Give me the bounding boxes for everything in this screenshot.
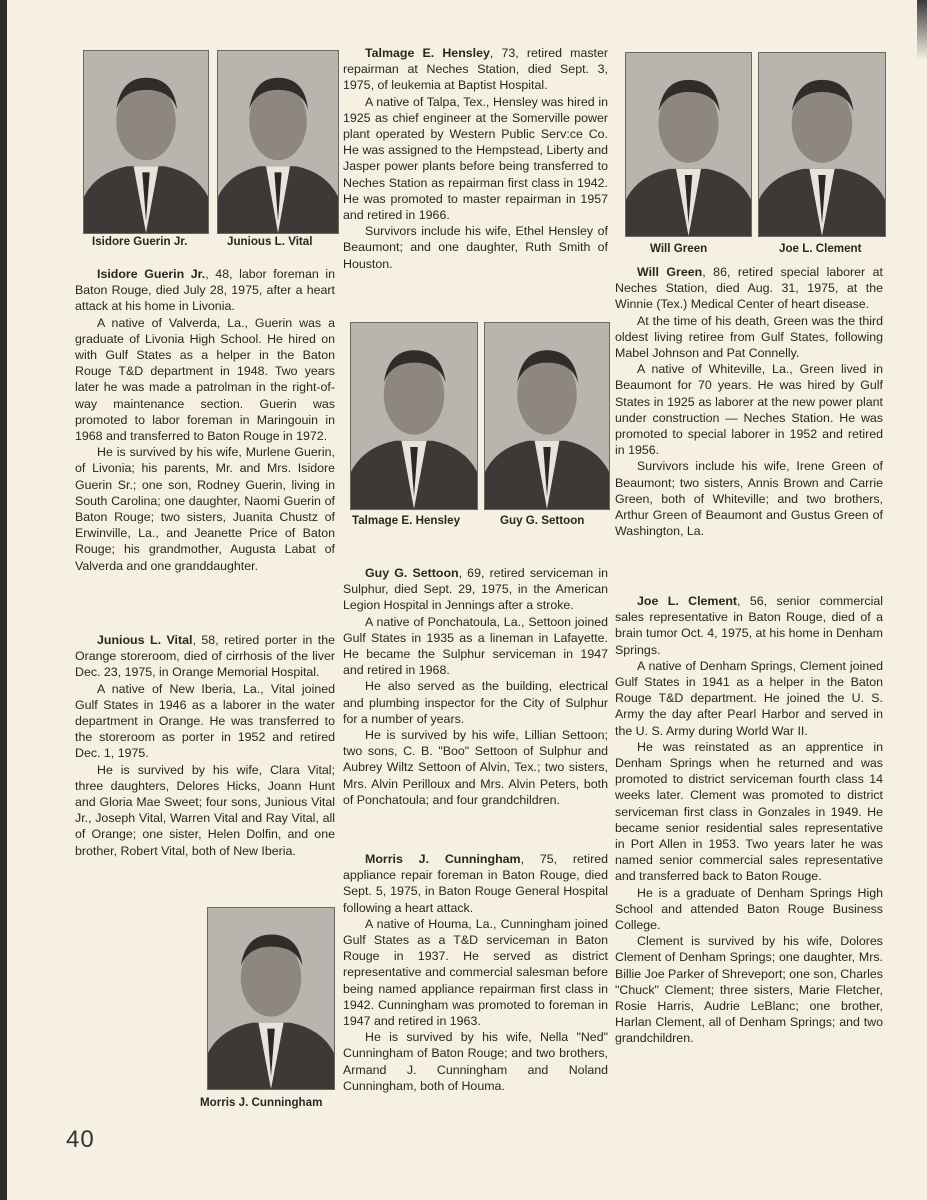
- photo-settoon: [484, 322, 610, 510]
- name: Will Green: [637, 265, 703, 279]
- photo-cunningham: [207, 907, 335, 1090]
- article-clement: Joe L. Clement, 56, senior commercial sales representative in Baton Rouge, died of a brain tumor Oct. 4, 1975, at his home in Denham Springs. A native of Denham Springs, Clement joined Gulf States in 1941 as a helper in the Baton Rouge T&D department. He joined the U. S. Army the day after Pearl Harbor and served in the U. S. Army during World War II. He was reinstated as an apprentice in Denham Springs when he returned and was promoted to district serviceman fourth class 14 weeks later. Clement was promoted to district serviceman first class in Gonzales in 1949. He became senior residential sales representative in Port Allen in 1953. Two years later he was named senior commercial sales representative and transferred back to Baton Rouge. He is a graduate of Denham Springs High School and attended Baton Rouge Business College. Clement is survived by his wife, Dolores Clement of Denham Springs; one daughter, Mrs. Billie Joe Parker of Shreveport; one son, Charles "Chuck" Clement; three sisters, Marie Fletcher, Rosie Harris, Audrie LeBlanc; one brother, Harlan Clement, all of Denham Springs; and two grandchildren.: [615, 594, 883, 1046]
- article-cunningham: Morris J. Cunningham, 75, retired appliance repair foreman in Baton Rouge, died Sept. 5, 1975, in Baton Rouge General Hospital following a heart attack. A native of Houma, La., Cunningham joined Gulf States as a T&D serviceman in Baton Rouge in 1937. He served as district representative and commercial salesman before being named appliance repairman first class in 1942. Cunningham was promoted to foreman in 1947 and retired in 1963. He is survived by his wife, Nella "Ned" Cunningham of Baton Rouge; and two brothers, Armand J. Cunningham and Noland Cunningham, both of Houma.: [343, 852, 608, 1093]
- name: Joe L. Clement: [637, 594, 738, 608]
- caption-green: Will Green: [650, 242, 708, 255]
- caption-settoon: Guy G. Settoon: [500, 514, 585, 527]
- caption-clement: Joe L. Clement: [779, 242, 862, 255]
- portrait-silhouette-icon: [485, 323, 609, 509]
- caption-vital: Junious L. Vital: [227, 235, 313, 248]
- scan-edge-left: [0, 0, 7, 1200]
- name: Guy G. Settoon: [365, 566, 459, 580]
- article-vital: Junious L. Vital, 58, retired porter in the Orange storeroom, died of cirrhosis of the liver Dec. 23, 1975, in Orange Memorial Hospital. A native of New Iberia, La., Vital joined Gulf States in 1946 as a laborer in the water department in Orange. He was transferred to the storeroom as porter in 1952 and retired Dec. 1, 1975. He is survived by his wife, Clara Vital; three daughters, Delores Hicks, Joann Hunt and Gloria Mae Sweet; four sons, Junious Vital Jr., Joseph Vital, Warren Vital and Ray Vital, all of Orange; one sister, Helen Dolfin, and one brother, Robert Vital, both of New Iberia.: [75, 633, 335, 858]
- portrait-silhouette-icon: [84, 51, 208, 233]
- photo-green: [625, 52, 752, 237]
- photo-clement: [758, 52, 886, 237]
- portrait-silhouette-icon: [208, 908, 334, 1089]
- article-green: Will Green, 86, retired special laborer at Neches Station, died Aug. 31, 1975, at the Winnie (Tex.) Medical Center of heart disease. At the time of his death, Green was the third oldest living retiree from Gulf States, following Mabel Johnson and Pat Connelly. A native of Whiteville, La., Green lived in Beaumont for 70 years. He was hired by Gulf States in 1925 as laborer at the new power plant under construction — Neches Station. He was promoted to special laborer in 1952 and retired in 1956. Survivors include his wife, Irene Green of Beaumont; two sisters, Annis Brown and Carrie Green, both of Whiteville; and two brothers, Arthur Green of Beaumont and Gustus Green of Washington, La.: [615, 265, 883, 539]
- article-guerin: Isidore Guerin Jr., 48, labor foreman in Baton Rouge, died July 28, 1975, after a heart attack at his home in Livonia. A native of Valverda, La., Guerin was a graduate of Livonia High School. He hired on with Gulf States as a helper in the Baton Rouge T&D department in 1948. Two years later he was made a patrolman in the right-of-way maintenance section. Guerin was promoted to labor foreman in Maringouin in 1968 and transferred to Baton Rouge in 1972. He is survived by his wife, Murlene Guerin, of Livonia; his parents, Mr. and Mrs. Isidore Guerin Sr.; one son, Rodney Guerin, living in South Carolina; one daughter, Naomi Guerin of Baton Rouge; two sisters, Juanita Chustz of Erwinville, La., and Jeanette Price of Baton Rouge; his grandmother, Augusta Labat of Valverda and one granddaughter.: [75, 267, 335, 573]
- portrait-silhouette-icon: [759, 53, 885, 236]
- photo-hensley: [350, 322, 478, 510]
- name: Talmage E. Hensley: [365, 46, 490, 60]
- page-number: 40: [66, 1126, 95, 1153]
- article-settoon: Guy G. Settoon, 69, retired serviceman in Sulphur, died Sept. 29, 1975, in the American Legion Hospital in Jennings after a stroke. A native of Ponchatoula, La., Settoon joined Gulf States in 1935 as a lineman in Lafayette. He became the Sulphur serviceman in 1947 and retired in 1968. He also served as the building, electrical and plumbing inspector for the City of Sulphur for a number of years. He is survived by his wife, Lillian Settoon; two sons, C. B. "Boo" Settoon of Sulphur and Aubrey Wiltz Settoon of Alvin, Tex.; two sisters, Mrs. Alvin Perilloux and Mrs. Alvin Peters, both of Ponchatoula; and four grandchildren.: [343, 566, 608, 807]
- scan-edge-right: [917, 0, 927, 60]
- name: Junious L. Vital: [97, 633, 193, 647]
- name: Isidore Guerin Jr.: [97, 267, 206, 281]
- portrait-silhouette-icon: [626, 53, 751, 236]
- portrait-silhouette-icon: [218, 51, 338, 233]
- portrait-silhouette-icon: [351, 323, 477, 509]
- caption-guerin: Isidore Guerin Jr.: [92, 235, 188, 248]
- photo-guerin: [83, 50, 209, 234]
- caption-cunningham: Morris J. Cunningham: [200, 1096, 323, 1109]
- article-hensley: Talmage E. Hensley, 73, retired master repairman at Neches Station, died Sept. 3, 1975, of leukemia at Baptist Hospital. A native of Talpa, Tex., Hensley was hired in 1925 as chief engineer at the Somerville power plant operated by Western Public Serv:ce Co. He was assigned to the Hempstead, Liberty and Jasper power plants before being transferred to Neches Station as repairman first class in 1942. He was promoted to master repairman in 1957 and retired in 1966. Survivors include his wife, Ethel Hensley of Beaumont; and one daughter, Ruth Smith of Houston.: [343, 46, 609, 271]
- name: Morris J. Cunningham: [365, 852, 521, 866]
- photo-vital: [217, 50, 339, 234]
- caption-hensley: Talmage E. Hensley: [352, 514, 461, 527]
